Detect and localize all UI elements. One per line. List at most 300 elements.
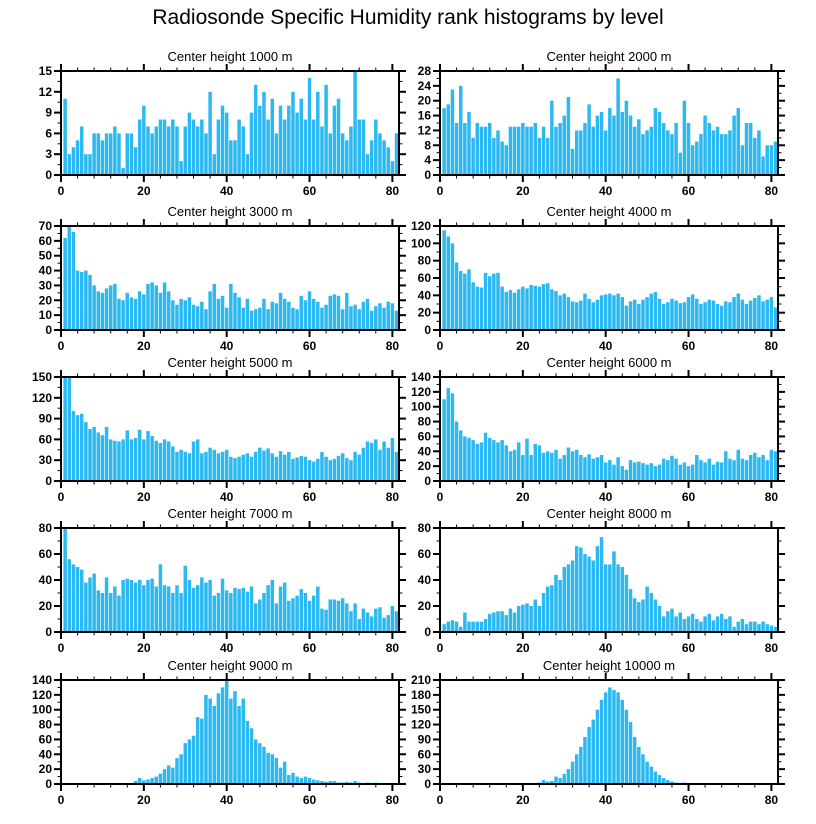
- histogram-bar: [208, 92, 211, 175]
- chart-subtitle: Center height 1000 m: [167, 49, 293, 64]
- histogram-bar: [513, 127, 516, 175]
- histogram-bar: [324, 305, 327, 330]
- histogram-bar: [275, 133, 278, 175]
- y-tick-label: 0: [424, 625, 431, 639]
- histogram-bar: [679, 153, 682, 175]
- histogram-bar: [374, 306, 377, 330]
- histogram-bar: [213, 154, 216, 175]
- histogram-bar: [84, 422, 87, 481]
- histogram-bar: [496, 611, 499, 632]
- histogram-bar: [92, 427, 95, 481]
- histogram-bar: [213, 706, 216, 784]
- histogram-bar: [500, 440, 503, 481]
- y-tick-label: 60: [38, 547, 52, 561]
- x-tick-label: 20: [137, 490, 151, 504]
- histogram-bar: [312, 596, 315, 632]
- histogram-bar: [550, 101, 553, 175]
- histogram-bar: [579, 548, 582, 633]
- histogram-bar: [695, 455, 698, 481]
- histogram-bar: [279, 293, 282, 330]
- y-tick-label: 40: [38, 747, 52, 762]
- histogram-bar: [645, 587, 648, 633]
- y-tick-label: 0: [424, 323, 431, 337]
- y-tick-label: 80: [417, 414, 431, 429]
- histogram-bar: [283, 762, 286, 784]
- histogram-bar: [521, 455, 524, 481]
- histogram-bar: [345, 603, 348, 632]
- histogram-bar: [175, 758, 178, 784]
- histogram-bar: [500, 611, 503, 632]
- histogram-bar: [695, 619, 698, 632]
- histogram-bar: [741, 619, 744, 632]
- histogram-bar: [68, 154, 71, 175]
- histogram-bar: [130, 439, 133, 481]
- y-tick-label: 4: [424, 153, 431, 168]
- histogram-bar: [753, 622, 756, 632]
- histogram-bar: [138, 580, 141, 632]
- histogram-bar: [546, 283, 549, 330]
- histogram-bar: [316, 459, 319, 481]
- x-tick-label: 40: [599, 490, 613, 504]
- histogram-bar: [357, 120, 360, 175]
- histogram-bar: [233, 691, 236, 784]
- histogram-bar: [353, 305, 356, 330]
- histogram-bar: [716, 462, 719, 481]
- x-tick-label: 40: [220, 793, 234, 807]
- x-tick-label: 80: [764, 793, 779, 807]
- histogram-bar: [196, 126, 199, 175]
- y-tick-label: 20: [38, 293, 52, 308]
- histogram-bar: [736, 450, 739, 481]
- y-tick-label: 90: [417, 732, 431, 747]
- histogram-bar: [196, 717, 199, 784]
- histogram-bar: [117, 596, 120, 632]
- histogram-bar: [583, 457, 586, 481]
- x-tick-label: 60: [302, 339, 317, 353]
- y-tick-label: 20: [38, 599, 52, 613]
- histogram-bar: [761, 156, 764, 175]
- histogram-bar: [542, 453, 545, 481]
- histogram-bar: [300, 296, 303, 330]
- histogram-bar: [370, 443, 373, 481]
- y-tick-label: 0: [424, 474, 431, 488]
- histogram-bar: [513, 613, 516, 633]
- histogram-bar: [703, 116, 706, 175]
- histogram-bar: [459, 86, 462, 175]
- histogram-bar: [138, 291, 141, 330]
- histogram-bar: [471, 440, 474, 481]
- histogram-bar: [770, 297, 773, 330]
- histogram-bar: [625, 710, 628, 784]
- x-tick-label: 20: [137, 793, 151, 807]
- x-tick-label: 60: [302, 793, 317, 807]
- histogram-bar: [674, 301, 677, 330]
- histogram-bar: [712, 130, 715, 175]
- histogram-bar: [467, 269, 470, 330]
- histogram-bar: [683, 462, 686, 481]
- histogram-bar: [217, 453, 220, 481]
- histogram-bar: [658, 299, 661, 330]
- x-tick-label: 0: [436, 184, 444, 198]
- histogram-bar: [476, 622, 479, 632]
- histogram-bar: [324, 610, 327, 632]
- y-tick-label: 20: [417, 599, 431, 613]
- histogram-bar: [703, 462, 706, 481]
- histogram-bar: [109, 593, 112, 632]
- histogram-bar: [641, 600, 644, 633]
- histogram-bar: [155, 441, 158, 481]
- histogram-bar: [312, 299, 315, 330]
- histogram-bar: [188, 739, 191, 784]
- histogram-bar: [645, 465, 648, 481]
- histogram-bar: [662, 304, 665, 330]
- histogram-bar: [279, 587, 282, 633]
- y-tick-label: 60: [417, 271, 431, 285]
- histogram-bar: [670, 456, 673, 481]
- histogram-bar: [163, 439, 166, 481]
- histogram-bar: [546, 451, 549, 481]
- histogram-bar: [592, 459, 595, 481]
- histogram-bar: [741, 459, 744, 481]
- histogram-bar: [101, 435, 104, 481]
- histogram-bar: [761, 301, 764, 330]
- histogram-bar: [488, 614, 491, 632]
- histogram-bar: [362, 609, 365, 632]
- chart-subtitle: Center height 2000 m: [546, 49, 672, 64]
- histogram-bar: [637, 119, 640, 175]
- histogram-bar: [542, 593, 545, 632]
- histogram-bar: [745, 624, 748, 632]
- histogram-bar: [80, 272, 83, 330]
- histogram-bar: [68, 559, 71, 632]
- histogram-bar: [150, 436, 153, 481]
- histogram-bar: [229, 593, 232, 632]
- histogram-bar: [484, 433, 487, 481]
- y-tick-label: 20: [417, 459, 431, 474]
- histogram-bar: [63, 238, 66, 330]
- histogram-bar: [242, 455, 245, 481]
- x-tick-label: 80: [764, 339, 779, 353]
- histogram-bar: [266, 309, 269, 330]
- histogram-bar: [534, 444, 537, 481]
- histogram-bar: [654, 292, 657, 330]
- histogram-bar: [720, 614, 723, 632]
- histogram-bar: [720, 462, 723, 481]
- histogram-bar: [455, 262, 458, 330]
- y-tick-label: 20: [38, 762, 52, 777]
- histogram-bar: [213, 596, 216, 632]
- x-tick-label: 40: [220, 339, 234, 353]
- histogram-bar: [563, 455, 566, 481]
- histogram-bar: [442, 624, 445, 632]
- histogram-bar: [159, 293, 162, 330]
- histogram-bar: [629, 116, 632, 175]
- chart-center-height-10000-m: [382, 654, 788, 810]
- histogram-bar: [250, 311, 253, 330]
- histogram-bar: [146, 284, 149, 330]
- x-tick-label: 0: [57, 641, 65, 655]
- histogram-bar: [237, 589, 240, 632]
- histogram-bar: [716, 304, 719, 330]
- histogram-bar: [600, 112, 603, 175]
- histogram-bar: [287, 452, 290, 481]
- histogram-bar: [658, 465, 661, 481]
- histogram-bar: [703, 302, 706, 330]
- histogram-bar: [155, 777, 158, 784]
- histogram-bar: [550, 289, 553, 330]
- histogram-bar: [645, 130, 648, 175]
- histogram-bar: [242, 699, 245, 784]
- y-tick-label: 80: [417, 253, 431, 268]
- y-tick-label: 40: [417, 288, 431, 303]
- histogram-bar: [637, 602, 640, 632]
- histogram-bar: [72, 147, 75, 175]
- histogram-bar: [447, 104, 450, 175]
- histogram-bar: [575, 302, 578, 330]
- histogram-bar: [150, 133, 153, 175]
- x-tick-label: 0: [57, 490, 65, 504]
- histogram-bar: [654, 466, 657, 481]
- y-tick-label: 6: [45, 126, 52, 141]
- y-tick-label: 3: [45, 147, 52, 162]
- histogram-bar: [72, 411, 75, 481]
- histogram-bar: [262, 593, 265, 632]
- histogram-bar: [447, 236, 450, 330]
- histogram-bar: [333, 294, 336, 330]
- histogram-bar: [476, 123, 479, 175]
- y-tick-label: 30: [417, 762, 431, 777]
- histogram-bar: [517, 127, 520, 175]
- histogram-bar: [68, 226, 71, 330]
- histogram-bar: [295, 309, 298, 330]
- histogram-bar: [279, 451, 282, 481]
- histogram-bar: [200, 719, 203, 784]
- histogram-bar: [233, 140, 236, 175]
- histogram-bar: [221, 687, 224, 784]
- histogram-bar: [163, 120, 166, 175]
- histogram-bar: [150, 579, 153, 632]
- histogram-bar: [484, 619, 487, 632]
- histogram-bar: [703, 616, 706, 632]
- histogram-bar: [736, 294, 739, 330]
- histogram-bar: [196, 439, 199, 481]
- histogram-bar: [357, 309, 360, 330]
- histogram-bar: [175, 126, 178, 175]
- histogram-bar: [455, 123, 458, 175]
- histogram-bar: [130, 580, 133, 632]
- histogram-bar: [724, 301, 727, 330]
- histogram-bar: [534, 286, 537, 330]
- histogram-bar: [208, 580, 211, 632]
- histogram-bar: [134, 438, 137, 481]
- histogram-bar: [538, 445, 541, 481]
- histogram-bar: [204, 133, 207, 175]
- histogram-bar: [558, 295, 561, 330]
- histogram-bar: [480, 442, 483, 481]
- histogram-bar: [242, 126, 245, 175]
- histogram-bar: [765, 460, 768, 481]
- histogram-bar: [732, 116, 735, 175]
- histogram-bar: [558, 123, 561, 175]
- histogram-bar: [316, 302, 319, 330]
- histogram-bar: [509, 127, 512, 175]
- histogram-bar: [349, 611, 352, 632]
- histogram-bar: [641, 463, 644, 481]
- histogram-bar: [471, 138, 474, 175]
- histogram-bar: [732, 297, 735, 330]
- y-tick-label: 30: [38, 278, 52, 293]
- histogram-bar: [258, 448, 261, 481]
- histogram-bar: [650, 463, 653, 481]
- histogram-bar: [736, 622, 739, 632]
- histogram-bar: [72, 232, 75, 330]
- x-tick-label: 60: [302, 184, 317, 198]
- x-tick-label: 80: [385, 641, 400, 655]
- histogram-bar: [550, 585, 553, 632]
- y-tick-label: 100: [31, 702, 52, 717]
- histogram-bar: [113, 126, 116, 175]
- histogram-bar: [699, 134, 702, 175]
- histogram-bar: [109, 133, 112, 175]
- histogram-bar: [333, 459, 336, 481]
- histogram-bar: [480, 622, 483, 632]
- histogram-bar: [304, 593, 307, 632]
- histogram-bar: [287, 601, 290, 632]
- histogram-bar: [349, 126, 352, 175]
- histogram-bar: [563, 774, 566, 784]
- histogram-bar: [208, 699, 211, 784]
- x-tick-label: 80: [385, 490, 400, 504]
- histogram-bar: [587, 454, 590, 481]
- histogram-bar: [146, 126, 149, 175]
- histogram-bar: [179, 161, 182, 175]
- histogram-bar: [753, 138, 756, 175]
- histogram-bar: [554, 450, 557, 481]
- histogram-bar: [492, 274, 495, 330]
- y-tick-label: 60: [38, 432, 52, 447]
- histogram-bar: [324, 457, 327, 481]
- histogram-bar: [167, 291, 170, 330]
- histogram-bar: [171, 768, 174, 784]
- x-tick-label: 0: [436, 641, 444, 655]
- histogram-bar: [583, 737, 586, 784]
- histogram-bar: [745, 123, 748, 175]
- histogram-bar: [757, 295, 760, 330]
- histogram-bar: [463, 274, 466, 330]
- histogram-bar: [621, 466, 624, 481]
- histogram-bar: [650, 767, 653, 784]
- x-tick-label: 80: [385, 793, 400, 807]
- histogram-bar: [320, 452, 323, 481]
- histogram-bar: [233, 458, 236, 481]
- histogram-bar: [192, 120, 195, 175]
- histogram-bar: [117, 299, 120, 330]
- histogram-bar: [654, 600, 657, 633]
- histogram-bar: [262, 450, 265, 481]
- histogram-bar: [720, 306, 723, 330]
- histogram-bar: [641, 754, 644, 784]
- histogram-bar: [496, 130, 499, 175]
- histogram-bar: [204, 452, 207, 481]
- histogram-bar: [221, 452, 224, 481]
- chart-subtitle: Center height 10000 m: [542, 658, 676, 673]
- histogram-bar: [736, 108, 739, 175]
- histogram-bar: [329, 600, 332, 633]
- x-tick-label: 20: [516, 339, 530, 353]
- histogram-bar: [774, 451, 777, 481]
- histogram-bar: [629, 722, 632, 784]
- histogram-bar: [97, 590, 100, 632]
- histogram-bar: [76, 271, 79, 330]
- histogram-bar: [225, 680, 228, 784]
- histogram-bar: [529, 455, 532, 481]
- histogram-bar: [467, 112, 470, 175]
- histogram-bar: [571, 301, 574, 330]
- y-tick-label: 40: [417, 444, 431, 459]
- x-tick-label: 0: [436, 339, 444, 353]
- histogram-bar: [695, 142, 698, 175]
- histogram-bar: [608, 460, 611, 481]
- histogram-bar: [666, 460, 669, 481]
- y-tick-label: 120: [410, 384, 431, 399]
- histogram-bar: [488, 438, 491, 481]
- chart-center-height-4000-m: [382, 200, 788, 356]
- histogram-bar: [616, 78, 619, 175]
- x-tick-label: 0: [57, 184, 65, 198]
- histogram-bar: [571, 451, 574, 481]
- histogram-bar: [525, 603, 528, 632]
- histogram-bar: [575, 754, 578, 784]
- histogram-bar: [88, 154, 91, 175]
- histogram-bar: [357, 619, 360, 632]
- histogram-bar: [200, 577, 203, 632]
- y-tick-label: 0: [424, 777, 431, 791]
- histogram-bar: [505, 292, 508, 330]
- histogram-bar: [171, 120, 174, 175]
- histogram-bar: [753, 453, 756, 481]
- histogram-bar: [612, 295, 615, 330]
- histogram-bar: [254, 452, 257, 481]
- histogram-bar: [337, 456, 340, 481]
- histogram-bar: [583, 294, 586, 330]
- histogram-bar: [250, 113, 253, 175]
- histogram-bar: [320, 609, 323, 632]
- histogram-bar: [749, 455, 752, 481]
- histogram-bar: [163, 769, 166, 784]
- histogram-bar: [217, 120, 220, 175]
- chart-subtitle: Center height 6000 m: [546, 355, 672, 370]
- histogram-bar: [155, 587, 158, 633]
- histogram-bar: [163, 585, 166, 632]
- histogram-bar: [442, 230, 445, 330]
- histogram-bar: [558, 459, 561, 481]
- histogram-bar: [554, 291, 557, 330]
- histogram-bar: [221, 106, 224, 175]
- histogram-bar: [121, 580, 124, 632]
- histogram-bar: [550, 453, 553, 481]
- histogram-bar: [192, 305, 195, 330]
- histogram-bar: [670, 134, 673, 175]
- histogram-bar: [716, 127, 719, 175]
- histogram-bar: [447, 622, 450, 632]
- histogram-bar: [237, 457, 240, 481]
- y-tick-label: 30: [38, 453, 52, 468]
- histogram-bar: [97, 291, 100, 330]
- histogram-bar: [349, 306, 352, 330]
- histogram-bar: [76, 140, 79, 175]
- chart-center-height-8000-m: [382, 502, 788, 658]
- x-tick-label: 60: [681, 793, 696, 807]
